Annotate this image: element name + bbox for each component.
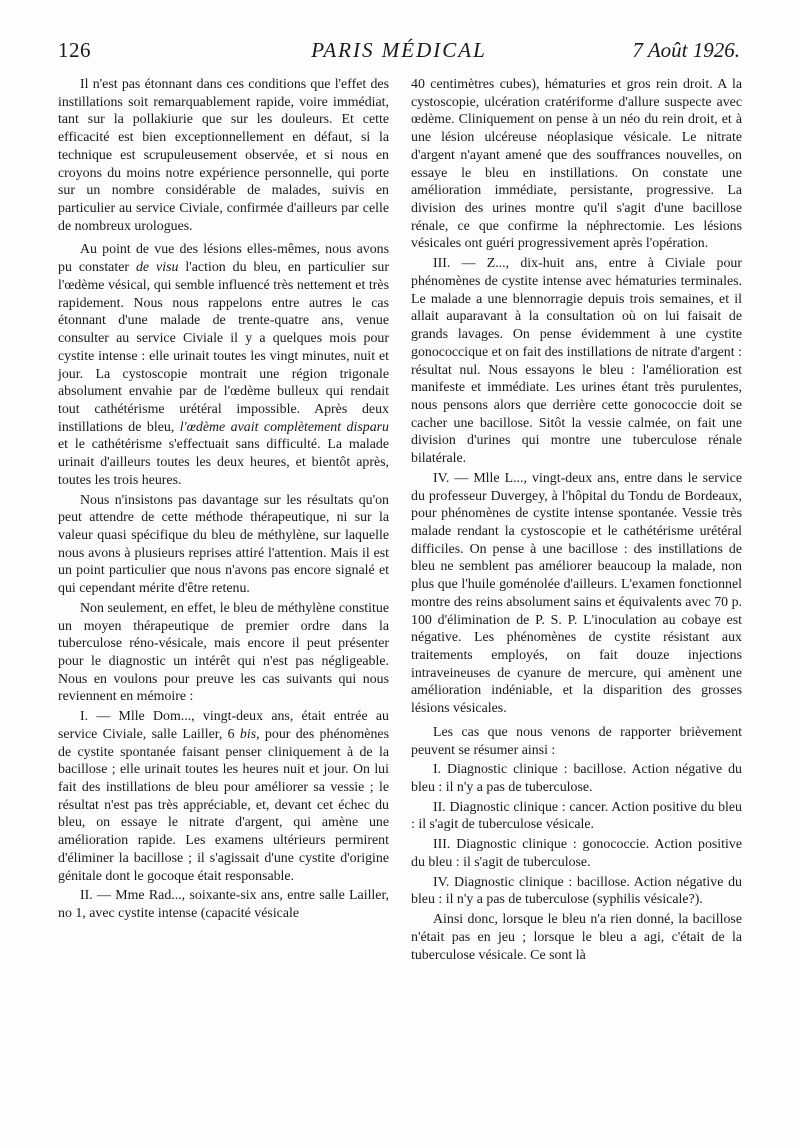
paragraph: 40 centimètres cubes), hématuries et gros rein droit. A la cystoscopie, ulcération cratériforme d'allure suspecte avec œdème. Cliniquement on pense à un néo du rein droit, et à une lésion ulcéreuse néoplasique vésicale. Le nitrate d'argent n'ayant amené que des souffrances nouvelles, on essaye le bleu en instillations. On constate une amélioration immédiate, persistante, progressive. La division des urines montre qu'il s'agit d'une bacillose rénale, ce que confirme la néphrectomie. Les lésions vésicales ont guéri progressivement après l'opération. xyxy=(411,77,742,252)
summary-item: I. Diagnostic clinique : bacillose. Action négative du bleu : il n'y a pas de tuberculose. xyxy=(411,762,742,796)
issue-date: 7 Août 1926. xyxy=(632,38,740,62)
paragraph: Il n'est pas étonnant dans ces conditions que l'effet des instillations soit remarquablement rapide, voire immédiat, tant sur la pollakiurie que sur les douleurs. Et cette efficacité est bien exceptionnellement en défaut, si la technique est scrupuleusement observée, et si nous en croyons du moins notre expérience personnelle, qui porte sur un nombre considérable de malades, suivis en particulier au service Civiale, confirmée d'ailleurs par celle de nombreux urologues. xyxy=(58,77,389,234)
case-paragraph: IV. — Mlle L..., vingt-deux ans, entre dans le service du professeur Duvergey, à l'hôpital du Tondu de Bordeaux, pour phénomènes de cystite intense spontanée. Vessie très malade rendant la cystoscopie et le cathétérisme urétéral difficiles. On pense à une bacillose : des instillations de bleu ne semblent pas améliorer beaucoup la malade, non plus que l'huile goménolée d'ailleurs. L'examen fonctionnel montre des reins absolument sains et équivalents avec 70 p. 100 d'élimination de P. S. P. L'inoculation au cobaye est négative. Les phénomènes de cystite résistant aux traitements employés, on fait douze injections intraveineuses de cyanure de mercure, qui amènent une amélioration indéniable, et la disparition des grosses lésions vésicales. xyxy=(411,470,742,717)
right-column xyxy=(411,76,742,966)
left-column xyxy=(58,76,389,925)
paragraph: Au point de vue des lésions elles-mêmes, nous avons pu constater de visu l'action du bleu, en particulier sur l'œdème vésical, qui semble influencé très nettement et très rapidement. Nous nous rappelons entre autres le cas étonnant d'une malade de trente-quatre ans, venue consulter au service Civiale il y a quelques mois pour cystite intense : elle urinait toutes les vingt minutes, nuit et jour. La cystoscopie montrait une région trigonale absolument envahie par de l'œdème bulleux qui rendait tout cathétérisme urétéral impossible. Après deux instillations de bleu, l'œdème avait complètement disparu et le cathétérisme s'effectuait sans difficulté. La malade urinait d'ailleurs toutes les deux heures, et bientôt après, toutes les trois heures. xyxy=(58,242,389,488)
summary-item: II. Diagnostic clinique : cancer. Action positive du bleu : il s'agit de tuberculose vésicale. xyxy=(411,799,742,833)
page-header xyxy=(58,38,740,68)
page-number: 126 xyxy=(58,38,91,62)
case-paragraph: I. — Mlle Dom..., vingt-deux ans, était entrée au service Civiale, salle Lailler, 6 bis, pour des phénomènes de cystite spontanée faisant penser cliniquement à de la bacillose ; elle urinait toutes les heures nuit et jour. On lui fait des instillations de bleu pour améliorer sa vessie ; le résultat n'est pas très appréciable, et, devant cet échec du bleu, on essaye le nitrate d'argent, qui amène une amélioration rapide. Les examens ultérieurs permirent d'éliminer la bacillose ; il s'agissait d'une cystite d'origine génitale dont le gocoque était responsable. xyxy=(58,709,389,884)
journal-title: PARIS MÉDICAL xyxy=(311,38,487,62)
summary-item: III. Diagnostic clinique : gonococcie. Action positive du bleu : il s'agit de tuberculose. xyxy=(411,837,742,870)
case-paragraph: II. — Mme Rad..., soixante-six ans, entre salle Lailler, no 1, avec cystite intense (capacité vésicale xyxy=(58,888,389,922)
paragraph: Ainsi donc, lorsque le bleu n'a rien donné, la bacillose n'était pas en jeu ; lorsque le bleu a agi, c'était de la tuberculose vésicale. Ce sont là xyxy=(411,912,742,963)
summary-item: IV. Diagnostic clinique : bacillose. Action négative du bleu : il n'y a pas de tuberculose (syphilis vésicale?). xyxy=(411,874,742,908)
paragraph: Non seulement, en effet, le bleu de méthylène constitue un moyen thérapeutique de premier ordre dans la tuberculose réno-vésicale, mais encore il peut présenter pour le diagnostic un intérêt qui n'est pas négligeable. Nous en voulons pour preuve les cas suivants qui nous reviennent en mémoire : xyxy=(58,600,389,705)
case-paragraph: III. — Z..., dix-huit ans, entre à Civiale pour phénomènes de cystite intense avec hématuries terminales. Le malade a une blennorragie depuis trois semaines, et il allait auparavant à la consultation où on lui faisait de grands lavages. On pense évidemment à une cystite gonococcique et on fait des instillations de nitrate d'argent : résultat nul. Nous essayons le bleu : l'amélioration est manifeste et immédiate. Les urines étant très purulentes, nous pensons alors que derrière cette gonococcie doit se cacher une bacillose. Sitôt la vessie calmée, on fait une division d'urines qui montre une tuberculose rénale bilatérale. xyxy=(411,256,742,467)
paragraph: Nous n'insistons pas davantage sur les résultats qu'on peut attendre de cette méthode thérapeutique, ni sur la valeur quasi spécifique du bleu de méthylène, sur laquelle nous avons à plusieurs reprises attiré l'attention. Mais il est un point particulier que nous n'avons pas encore signalé et qui cependant mérite d'être retenu. xyxy=(58,492,389,597)
paragraph: Les cas que nous venons de rapporter brièvement peuvent se résumer ainsi : xyxy=(411,724,742,758)
